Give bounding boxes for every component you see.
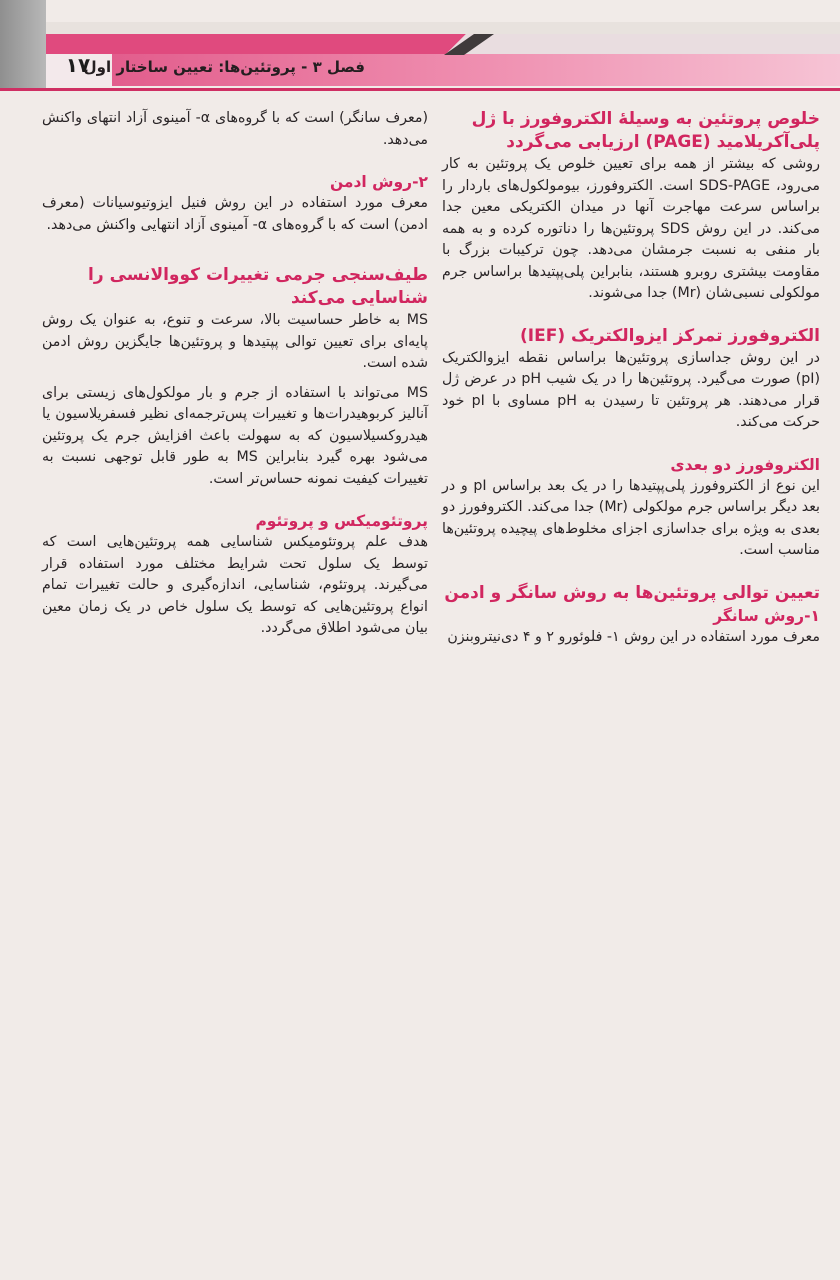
paragraph-sanger-continued: (معرف سانگر) است که با گروه‌های α- آمینوی آزاد انتهای واکنش می‌دهد. <box>42 110 428 148</box>
header-rule <box>0 88 840 91</box>
right-column <box>442 108 820 648</box>
page-number: ۱۷ <box>65 53 91 77</box>
section-heading-page-purity: خلوص پروتئین به وسیلهٔ الکتروفورز با ژل پلی‌آکریلامید (PAGE) ارزیابی می‌گردد <box>471 109 820 152</box>
paragraph-sds-page: روشی که بیشتر از همه برای تعیین خلوص یک پروتئین به کار می‌رود، SDS-PAGE است. الکتروفورز، بیومولکول‌های باردار را براساس سرعت مهاجرت آنها در میدان الکتریکی معین جدا می‌کند. در این روش SDS پروتئین‌ها را دناتوره کرده و به همه بار منفی به نسبت جرمشان می‌دهد. چون ترکیبات بزرگ با مقاومت بیشتری روبرو هستند، بنابراین پلی‌پپتیدها براساس جرم مولکولی نسبی‌شان (Mr) جدا می‌شوند. <box>442 156 820 301</box>
paragraph-proteomics: هدف علم پروتئومیکس شناسایی همه پروتئین‌هایی است که توسط یک سلول تحت شرایط مختلف مورد استفاده قرار می‌گیرند. پروتئوم، شناسایی، اندازه‌گیری و حالت تغییرات تمام انواع پروتئین‌هایی که توسط یک سلول خاص در یک زمان معین بیان می‌شود اطلاق می‌گردد. <box>42 534 428 636</box>
paragraph-sanger: معرف مورد استفاده در این روش ۱- فلوئورو ۲ و ۴ دی‌نیتروبنزن <box>447 628 820 645</box>
page-edge-shade <box>0 0 46 90</box>
section-heading-2d-electrophoresis: الکتروفورز دو بعدی <box>670 455 820 474</box>
section-heading-sequencing: تعیین توالی پروتئین‌ها به روش سانگر و ادمن <box>444 582 820 603</box>
section-heading-mass-spec: طیف‌سنجی جرمی تغییرات کووالانسی را شناسایی می‌کند <box>88 265 428 308</box>
paragraph-ms-1: MS به خاطر حساسیت بالا، سرعت و تنوع، به عنوان یک روش پایه‌ای برای تعیین توالی پپتیدها و پروتئین‌ها جایگزین روش ادمن شده است. <box>42 312 428 371</box>
section-heading-proteomics: پروتئومیکس و پروتئوم <box>255 512 428 530</box>
paragraph-2d-electrophoresis: این نوع از الکتروفورز پلی‌پپتیدها را در یک بعد براساس pI و در بعد دیگر براساس جرم مولکولی (Mr) جدا می‌کند. الکتروفورز دو بعدی به ویژه برای جداسازی اجزای مخلوط‌های پیچیده پروتئین‌ها مناسب است. <box>442 477 821 558</box>
paragraph-edman: معرف مورد استفاده در این روش فنیل ایزوتیوسیانات (معرف ادمن) است که با گروه‌های α- آمینوی آزاد انتهایی واکنش می‌دهد. <box>42 195 428 233</box>
section-heading-ief: الکتروفورز تمرکز ایزوالکتریک (IEF) <box>520 325 820 346</box>
subheading-edman: ۲-روش ادمن <box>329 173 428 191</box>
subheading-sanger: ۱-روش سانگر <box>713 606 820 625</box>
paragraph-ms-2: MS می‌تواند با استفاده از جرم و بار مولکول‌های زیستی برای آنالیز کربوهیدرات‌ها و تغییرات پس‌ترجمه‌ای نظیر فسفریلاسیون یا هیدروکسیلاسیون که به سهولت باعث افزایش جرم یک پروتئین می‌شود بهره گیرد بنابراین MS به طور قابل توجهی نسبت به تغییرات کیفیت نمونه حساس‌تر است. <box>42 384 428 487</box>
chapter-title: فصل ۳ - پروتئین‌ها: تعیین ساختار اول <box>83 58 365 76</box>
paragraph-ief: در این روش جداسازی پروتئین‌ها براساس نقطه ایزوالکتریک (pI) صورت می‌گیرد. پروتئین‌ها را در یک شیب pH در عرض ژل قرار می‌دهند. هر پروتئین تا رسیدن به pH مساوی با pI خود حرکت می‌کند. <box>442 349 821 430</box>
left-column <box>42 108 428 640</box>
